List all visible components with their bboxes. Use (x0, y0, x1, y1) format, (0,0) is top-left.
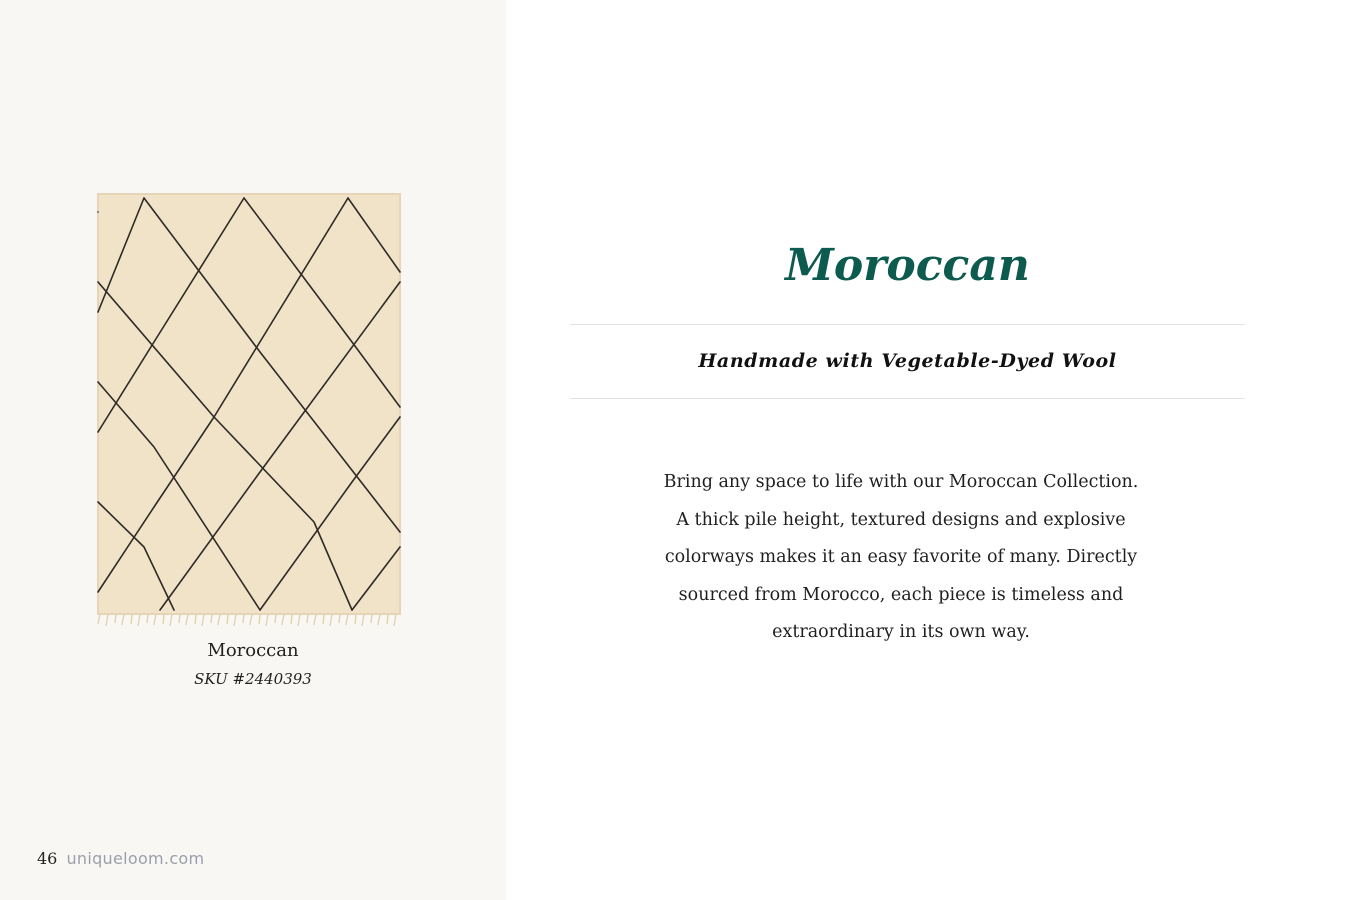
page-number: 46 (37, 849, 58, 868)
product-name: Moroccan (207, 640, 299, 661)
site-url: uniqueloom.com (66, 849, 205, 868)
description-line: Bring any space to life with our Moroccan Collection. (663, 472, 1139, 492)
description-line: extraordinary in its own way. (772, 622, 1030, 642)
description-line: A thick pile height, textured designs and explosive (676, 509, 1126, 530)
product-sku: SKU #2440393 (194, 670, 312, 688)
collection-subtitle: Handmade with Vegetable-Dyed Wool (698, 350, 1117, 372)
divider-top (570, 324, 1245, 325)
description-line: sourced from Morocco, each piece is timeless and (678, 584, 1124, 605)
collection-title: Moroccan (785, 240, 1030, 291)
left-panel (0, 0, 506, 900)
divider-bottom (570, 398, 1245, 399)
rug-image (94, 192, 404, 628)
description-line: colorways makes it an easy favorite of many. Directly (664, 547, 1138, 567)
collection-description (640, 464, 1162, 652)
page-footer (37, 849, 204, 868)
